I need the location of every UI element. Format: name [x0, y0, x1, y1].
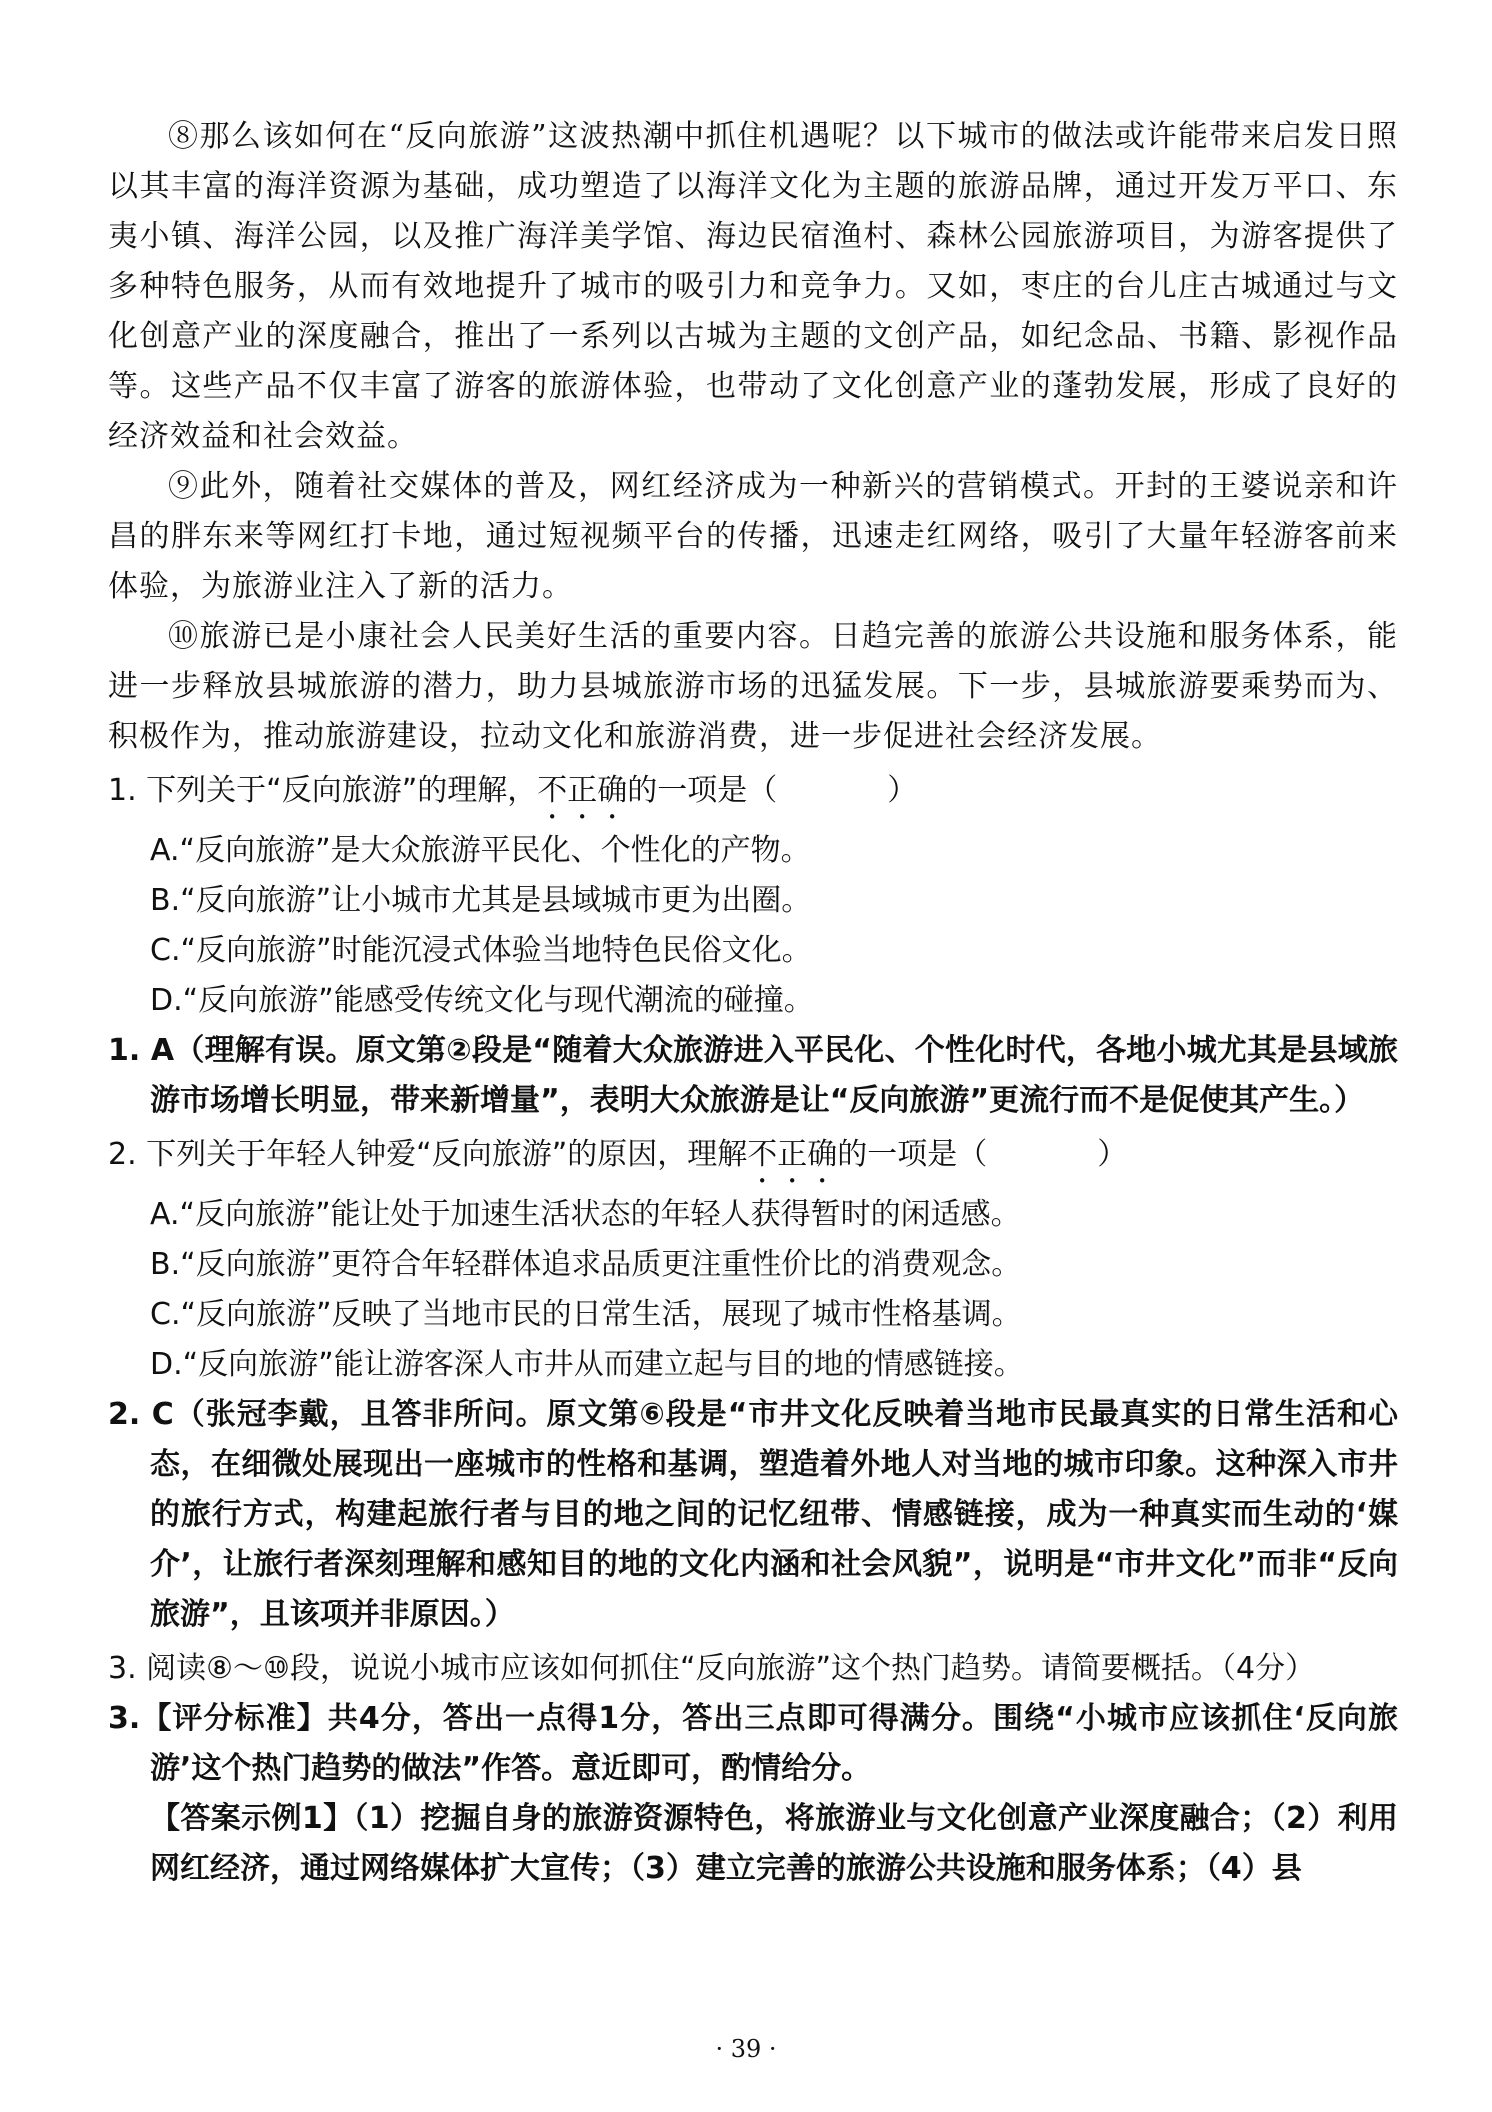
question-1-option-c: C.“反向旅游”时能沉浸式体验当地特色民俗文化。	[150, 933, 812, 968]
paragraph-8: ⑧那么该如何在“反向旅游”这波热潮中抓住机遇呢？以下城市的做法或许能带来启发日照以其丰富的海洋资源为基础，成功塑造了以海洋文化为主题的旅游品牌，通过开发万平口、东夷小镇、海洋公园，以及推广海洋美学馆、海边民宿渔村、森林公园旅游项目，为游客提供了多种特色服务，从而有效地提升了城市的吸引力和竞争力。又如，枣庄的台儿庄古城通过与文化创意产业的深度融合，推出了一系列以古城为主题的文创产品，如纪念品、书籍、影视作品等。这些产品不仅丰富了游客的旅游体验，也带动了文化创意产业的蓬勃发展，形成了良好的经济效益和社会效益。	[108, 119, 1398, 454]
question-2-stem-before: 2. 下列关于年轻人钟爱“反向旅游”的原因，理解	[108, 1137, 748, 1172]
question-2-answer: 2. C（张冠李戴，且答非所问。原文第⑥段是“市井文化反映着当地市民最真实的日常生活和心态，在细微处展现出一座城市的性格和基调，塑造着外地人对当地的城市印象。这种深入市井的旅行方式，构建起旅行者与目的地之间的记忆纽带、情感链接，成为一种真实而生动的‘媒介’，让旅行者深刻理解和感知目的地的文化内涵和社会风貌”，说明是“市井文化”而非“反向旅游”，且该项并非原因。）	[108, 1397, 1398, 1632]
question-2-block	[108, 1130, 1398, 1640]
question-1-stem-before: 1. 下列关于“反向旅游”的理解，	[108, 773, 538, 808]
question-1-block	[108, 766, 1398, 1126]
question-1-stem-after: 的一项是（	[627, 773, 778, 808]
question-2-option-a: A.“反向旅游”能让处于加速生活状态的年轻人获得暂时的闲适感。	[150, 1197, 1021, 1232]
question-3-scoring: 3.【评分标准】共4分，答出一点得1分，答出三点即可得满分。围绕“小城市应该抓住‘反向旅游’这个热门趋势的做法”作答。意近即可，酌情给分。	[108, 1701, 1398, 1786]
question-3-block	[108, 1644, 1398, 1894]
paragraph-10: ⑩旅游已是小康社会人民美好生活的重要内容。日趋完善的旅游公共设施和服务体系，能进一步释放县城旅游的潜力，助力县城旅游市场的迅猛发展。下一步，县城旅游要乘势而为、积极作为，推动旅游建设，拉动文化和旅游消费，进一步促进社会经济发展。	[108, 619, 1398, 754]
question-1-option-a: A.“反向旅游”是大众旅游平民化、个性化的产物。	[150, 833, 811, 868]
question-1-option-b: B.“反向旅游”让小城市尤其是县域城市更为出圈。	[150, 883, 812, 918]
question-1-stem	[108, 766, 1398, 826]
question-3-example: 【答案示例1】（1）挖掘自身的旅游资源特色，将旅游业与文化创意产业深度融合；（2）利用网红经济，通过网络媒体扩大宣传；（3）建立完善的旅游公共设施和服务体系；（4）县	[150, 1801, 1398, 1886]
question-2-option-b: B.“反向旅游”更符合年轻群体追求品质更注重性价比的消费观念。	[150, 1247, 1022, 1282]
document-page	[108, 112, 1398, 1894]
question-2-stem	[108, 1130, 1398, 1190]
question-3-stem: 3. 阅读⑧～⑩段，说说小城市应该如何抓住“反向旅游”这个热门趋势。请简要概括。（4分）	[108, 1651, 1316, 1686]
question-1-emphasis: 不正确	[537, 773, 628, 808]
question-2-emphasis: 不正确	[747, 1137, 838, 1172]
question-1-answer: 1. A（理解有误。原文第②段是“随着大众旅游进入平民化、个性化时代，各地小城尤其是县域旅游市场增长明显，带来新增量”，表明大众旅游是让“反向旅游”更流行而不是促使其产生。）	[108, 1033, 1398, 1118]
question-2-option-c: C.“反向旅游”反映了当地市民的日常生活，展现了城市性格基调。	[150, 1297, 1022, 1332]
paragraph-9: ⑨此外，随着社交媒体的普及，网红经济成为一种新兴的营销模式。开封的王婆说亲和许昌的胖东来等网红打卡地，通过短视频平台的传播，迅速走红网络，吸引了大量年轻游客前来体验，为旅游业注入了新的活力。	[108, 469, 1398, 604]
page-number: · 39 ·	[715, 2035, 777, 2063]
question-1-option-d: D.“反向旅游”能感受传统文化与现代潮流的碰撞。	[150, 983, 814, 1018]
question-2-option-d: D.“反向旅游”能让游客深人市井从而建立起与目的地的情感链接。	[150, 1347, 1024, 1382]
question-2-stem-after: 的一项是（	[837, 1137, 988, 1172]
question-1-stem-close: ）	[887, 773, 918, 808]
question-2-stem-close: ）	[1097, 1137, 1128, 1172]
